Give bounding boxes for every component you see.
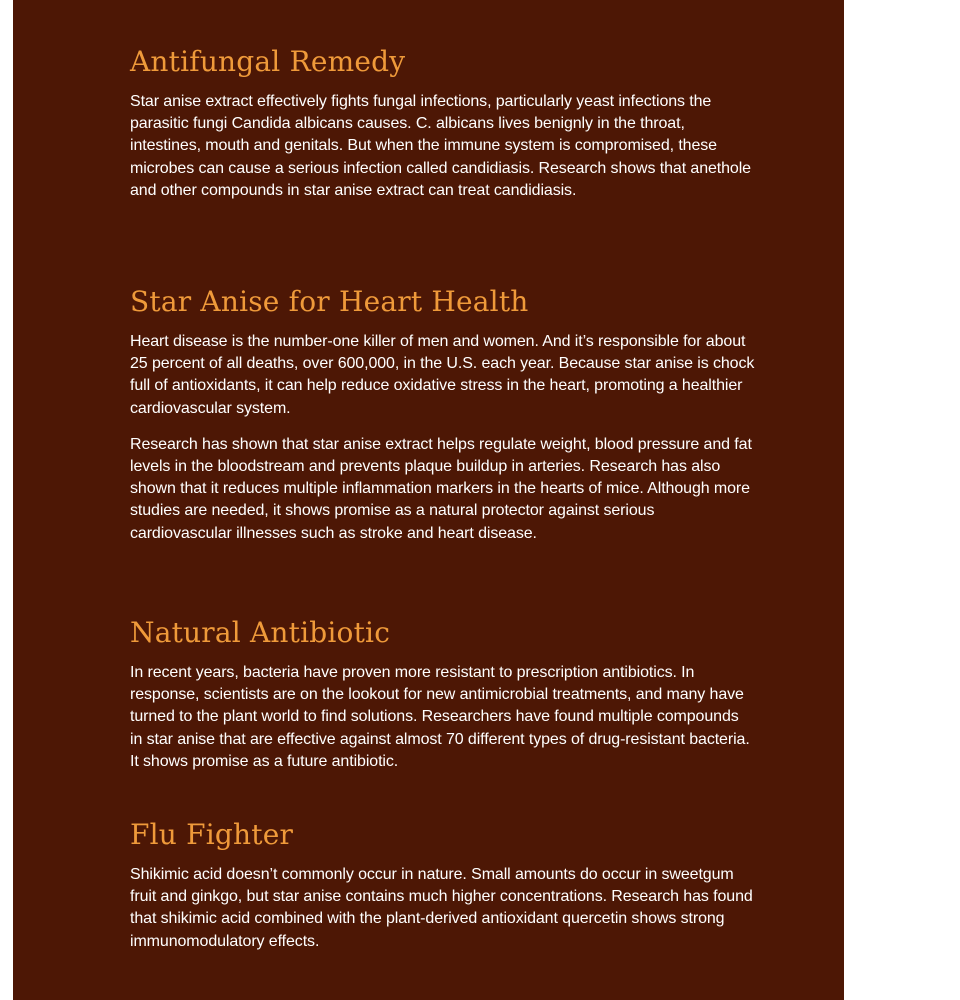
section-paragraph: Research has shown that star anise extract helps regulate weight, blood pressure and fat levels in the bloodstream and prevents plaque buildup in arteries. Research has also shown that it reduces multiple inflammation markers in the hearts of mice. Although more studies are needed, it shows promise as a natural protector against serious cardiovascular illnesses such as stroke and heart disease. <box>130 435 752 542</box>
content-panel <box>13 0 844 1000</box>
section-flu-fighter <box>130 818 755 953</box>
section-paragraph: Star anise extract effectively fights fungal infections, particularly yeast infections the parasitic fungi Candida albicans causes. C. albicans lives benignly in the throat, intestines, mouth and genitals. But when the immune system is compromised, these microbes can cause a serious infection called candidiasis. Research shows that anethole and other compounds in star anise extract can treat candidiasis. <box>130 93 751 199</box>
section-paragraph: Shikimic acid doesn’t commonly occur in nature. Small amounts do occur in sweetgum fruit and ginkgo, but star anise contains much higher concentrations. Research has found that shikimic acid combined with the plant-derived antioxidant quercetin shows strong immunomodulatory effects. <box>130 866 753 950</box>
section-paragraph: Heart disease is the number-one killer of men and women. And it’s responsible for about 25 percent of all deaths, over 600,000, in the U.S. each year. Because star anise is chock full of antioxidants, it can help reduce oxidative stress in the heart, promoting a healthier cardiovascular system. <box>130 333 755 417</box>
section-natural-antibiotic <box>130 616 755 773</box>
section-heart-health <box>130 285 755 545</box>
section-heading: Flu Fighter <box>130 818 294 851</box>
section-heading: Antifungal Remedy <box>130 45 406 78</box>
section-heading: Star Anise for Heart Health <box>130 285 529 318</box>
section-paragraph: In recent years, bacteria have proven more resistant to prescription antibiotics. In response, scientists are on the lookout for new antimicrobial treatments, and many have turned to the plant world to find solutions. Researchers have found multiple compounds in star anise that are effective against almost 70 different types of drug-resistant bacteria. It shows promise as a future antibiotic. <box>130 664 750 770</box>
section-antifungal-remedy <box>130 45 755 202</box>
section-heading: Natural Antibiotic <box>130 616 391 649</box>
